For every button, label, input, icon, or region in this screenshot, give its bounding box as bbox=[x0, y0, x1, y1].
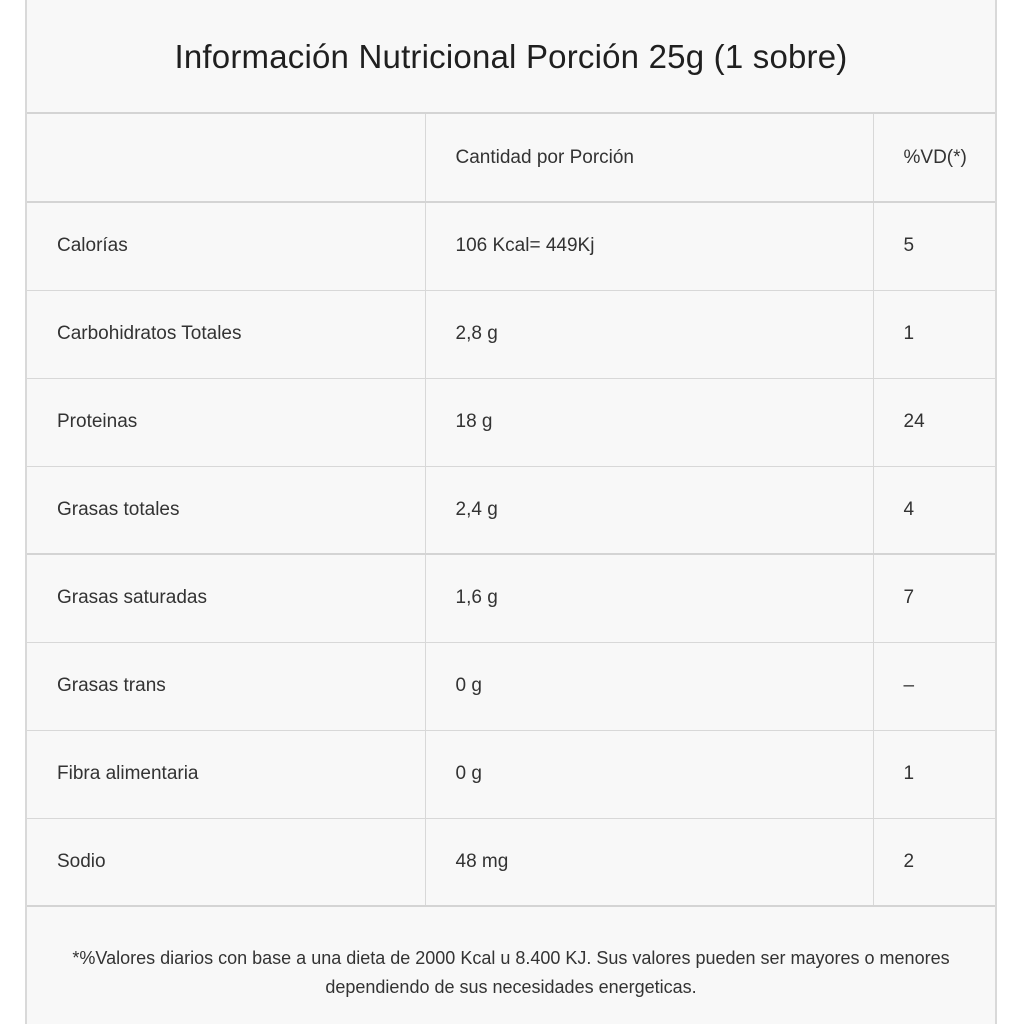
nutrition-panel bbox=[25, 0, 997, 1024]
table-row bbox=[27, 378, 995, 466]
table-row bbox=[27, 554, 995, 642]
table-row bbox=[27, 730, 995, 818]
nutrient-amount: 0 g bbox=[425, 730, 873, 818]
nutrition-table bbox=[27, 114, 995, 907]
nutrient-amount: 0 g bbox=[425, 642, 873, 730]
nutrient-name: Grasas saturadas bbox=[27, 554, 425, 642]
nutrient-name: Grasas totales bbox=[27, 466, 425, 554]
nutrient-vd: 5 bbox=[873, 202, 995, 290]
nutrient-vd: – bbox=[873, 642, 995, 730]
nutrient-amount: 48 mg bbox=[425, 818, 873, 906]
table-row bbox=[27, 818, 995, 906]
table-row bbox=[27, 642, 995, 730]
nutrient-vd: 1 bbox=[873, 290, 995, 378]
nutrient-vd: 4 bbox=[873, 466, 995, 554]
nutrient-vd: 7 bbox=[873, 554, 995, 642]
nutrient-name: Carbohidratos Totales bbox=[27, 290, 425, 378]
nutrient-name: Calorías bbox=[27, 202, 425, 290]
nutrient-name: Sodio bbox=[27, 818, 425, 906]
table-row bbox=[27, 202, 995, 290]
nutrient-amount: 1,6 g bbox=[425, 554, 873, 642]
nutrient-vd: 1 bbox=[873, 730, 995, 818]
table-header-row bbox=[27, 114, 995, 202]
nutrient-name: Fibra alimentaria bbox=[27, 730, 425, 818]
header-vd: %VD(*) bbox=[873, 114, 995, 202]
nutrient-vd: 24 bbox=[873, 378, 995, 466]
nutrient-amount: 2,4 g bbox=[425, 466, 873, 554]
nutrient-name: Grasas trans bbox=[27, 642, 425, 730]
nutrient-name: Proteinas bbox=[27, 378, 425, 466]
table-row bbox=[27, 290, 995, 378]
page-title: Información Nutricional Porción 25g (1 sobre) bbox=[27, 0, 995, 114]
nutrient-amount: 106 Kcal= 449Kj bbox=[425, 202, 873, 290]
nutrient-amount: 2,8 g bbox=[425, 290, 873, 378]
footnote: *%Valores diarios con base a una dieta de 2000 Kcal u 8.400 KJ. Sus valores pueden ser mayores o menores dependiendo de sus necesidades energeticas. bbox=[72, 948, 950, 997]
header-amount: Cantidad por Porción bbox=[425, 114, 873, 202]
nutrient-vd: 2 bbox=[873, 818, 995, 906]
table-row bbox=[27, 466, 995, 554]
nutrient-amount: 18 g bbox=[425, 378, 873, 466]
header-nutrient bbox=[27, 114, 425, 202]
